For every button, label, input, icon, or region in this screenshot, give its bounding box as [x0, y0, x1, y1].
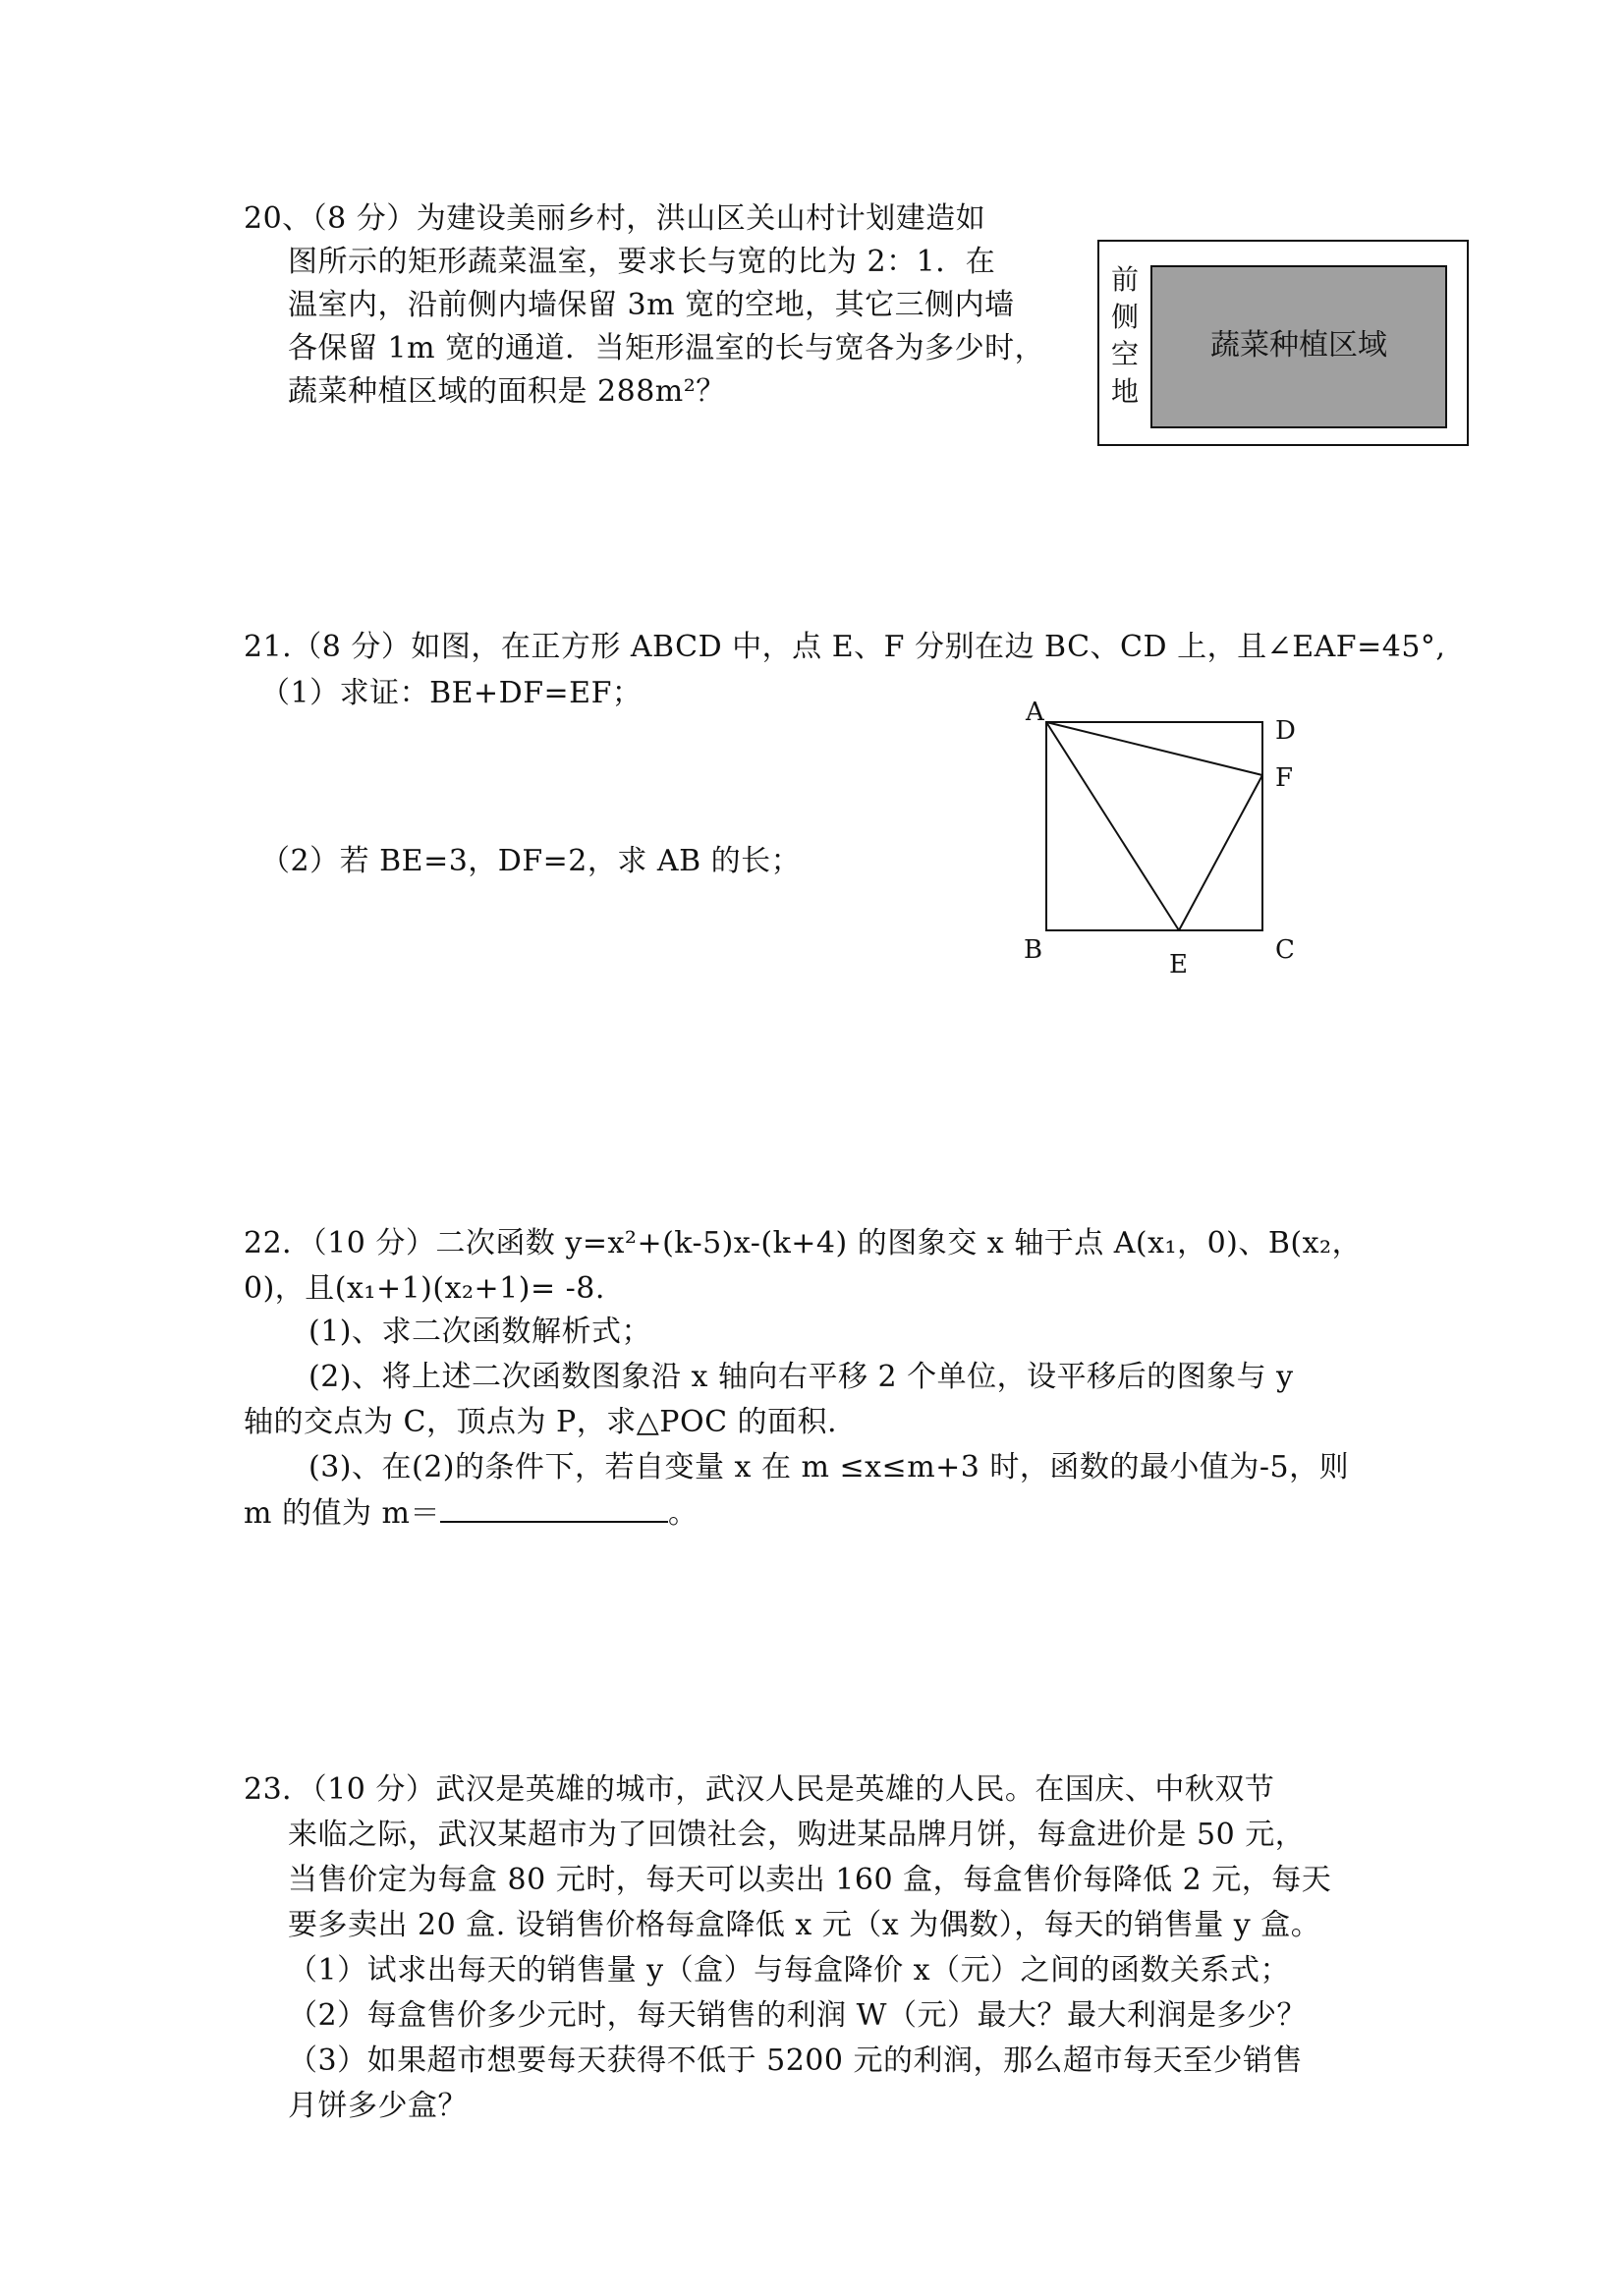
front-label-char-1: 前 — [1110, 263, 1140, 296]
q23-line-3: 当售价定为每盒 80 元时，每天可以卖出 160 盒，每盒售价每降低 2 元，每天 — [288, 1863, 1332, 1897]
planting-area-label: 蔬菜种植区域 — [1210, 328, 1387, 363]
q20-line-1: 20、（8 分）为建设美丽乡村，洪山区关山村计划建造如 — [244, 201, 986, 236]
vertex-label-d: D — [1275, 716, 1296, 746]
square-abcd — [1046, 722, 1262, 930]
front-label-char-2: 侧 — [1110, 301, 1140, 333]
vertex-label-c: C — [1275, 935, 1295, 965]
segment-af — [1046, 722, 1262, 775]
q23-line-5: （1）试求出每天的销售量 y（盒）与每盒降价 x（元）之间的函数关系式； — [288, 1953, 1291, 1988]
q23-line-4: 要多卖出 20 盒. 设销售价格每盒降低 x 元（x 为偶数），每天的销售量 y 盒。 — [288, 1908, 1321, 1942]
q22-line-4: (2)、将上述二次函数图象沿 x 轴向右平移 2 个单位，设平移后的图象与 y — [308, 1360, 1294, 1394]
q23-line-6: （2）每盒售价多少元时，每天销售的利润 W（元）最大？最大利润是多少？ — [288, 1998, 1307, 2033]
q21-line-1: 21.（8 分）如图，在正方形 ABCD 中，点 E、F 分别在边 BC、CD 上，且∠EAF=45°, — [244, 630, 1446, 664]
q22-line-2: 0)，且(x₁+1)(x₂+1)= -8. — [244, 1271, 605, 1306]
vertex-label-f: F — [1275, 763, 1294, 793]
q20-line-4: 各保留 1m 宽的通道．当矩形温室的长与宽各为多少时， — [288, 331, 1045, 365]
vertex-label-b: B — [1024, 935, 1043, 965]
q20-line-2: 图所示的矩形蔬菜温室，要求长与宽的比为 2：1．在 — [288, 245, 996, 279]
q20-line-5: 蔬菜种植区域的面积是 288m²？ — [288, 374, 726, 409]
q22-line-6: (3)、在(2)的条件下，若自变量 x 在 m ≤x≤m+3 时，函数的最小值为-5，则 — [308, 1450, 1350, 1484]
answer-blank[interactable] — [440, 1491, 668, 1523]
q22-line-1: 22．（10 分）二次函数 y=x²+(k-5)x-(k+4) 的图象交 x 轴于点 A(x₁，0)、B(x₂， — [244, 1226, 1363, 1260]
front-label-char-3: 空 — [1110, 338, 1140, 370]
q23-line-1: 23．（10 分）武汉是英雄的城市，武汉人民是英雄的人民。在国庆、中秋双节 — [244, 1772, 1275, 1807]
q22-period: 。 — [667, 1496, 699, 1531]
front-label-char-4: 地 — [1110, 375, 1140, 408]
vertex-label-a: A — [1026, 698, 1044, 727]
square-abcd-diagram — [1012, 688, 1336, 982]
q22-line-5: 轴的交点为 C，顶点为 P，求△POC 的面积. — [244, 1405, 838, 1439]
q23-line-2: 来临之际，武汉某超市为了回馈社会，购进某品牌月饼，每盒进价是 50 元， — [288, 1818, 1306, 1852]
q22-line-3: (1)、求二次函数解析式； — [308, 1315, 651, 1349]
q21-line-2: （1）求证：BE+DF=EF； — [260, 676, 643, 710]
vertex-label-e: E — [1169, 950, 1188, 980]
greenhouse-diagram — [1097, 240, 1469, 446]
q23-line-8: 月饼多少盒？ — [288, 2089, 468, 2123]
q21-line-3: （2）若 BE=3，DF=2，求 AB 的长； — [260, 844, 802, 878]
q22-line-7 — [244, 1491, 698, 1536]
q20-line-3: 温室内，沿前侧内墙保留 3m 宽的空地，其它三侧内墙 — [288, 288, 1015, 322]
q22-answer-prompt: m 的值为 m＝ — [244, 1496, 440, 1531]
q23-line-7: （3）如果超市想要每天获得不低于 5200 元的利润，那么超市每天至少销售 — [288, 2044, 1304, 2078]
segment-ef — [1179, 775, 1262, 930]
segment-ae — [1046, 722, 1179, 930]
